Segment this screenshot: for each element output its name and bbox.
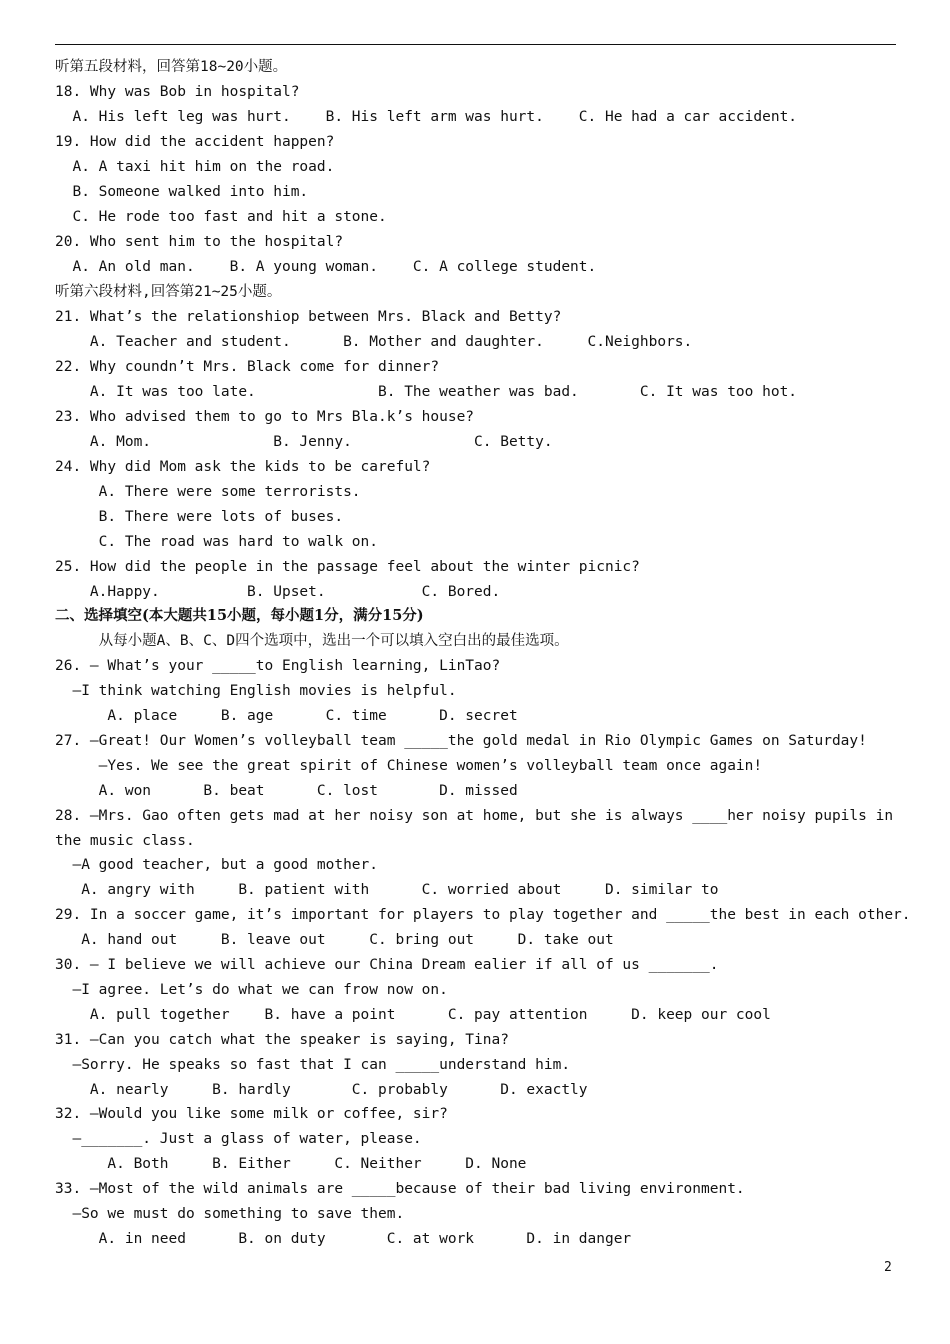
question-24: 24. Why did Mom ask the kids to be careful? <box>55 459 431 475</box>
q24-option-b: B. There were lots of buses. <box>55 509 344 525</box>
question-28: 28. —Mrs. Gao often gets mad at her noisy son at home, but she is always ____her noisy pupils in <box>55 808 894 824</box>
q29-options: A. hand out B. leave out C. bring out D. take out <box>55 932 614 948</box>
section5-instruction: 听第五段材料，回答第18~20小题。 <box>55 59 288 75</box>
question-20: 20. Who sent him to the hospital? <box>55 234 344 250</box>
q21-options: A. Teacher and student. B. Mother and daughter. C.Neighbors. <box>55 334 693 350</box>
q28-options: A. angry with B. patient with C. worried about D. similar to <box>55 882 719 898</box>
section-two-heading: 二、选择填空(本大题共15小题，每小题1分，满分15分) <box>55 607 424 624</box>
q18-options: A. His left leg was hurt. B. His left arm was hurt. C. He had a car accident. <box>55 109 798 125</box>
q27-reply: —Yes. We see the great spirit of Chinese women’s volleyball team once again! <box>55 758 763 774</box>
question-26: 26. — What’s your _____to English learning, LinTao? <box>55 658 501 674</box>
q31-reply: —Sorry. He speaks so fast that I can _____understand him. <box>55 1057 571 1073</box>
question-31: 31. —Can you catch what the speaker is saying, Tina? <box>55 1032 509 1048</box>
q32-options: A. Both B. Either C. Neither D. None <box>55 1156 527 1172</box>
q25-options: A.Happy. B. Upset. C. Bored. <box>55 584 501 600</box>
q32-reply: —_______. Just a glass of water, please. <box>55 1131 422 1147</box>
question-18: 18. Why was Bob in hospital? <box>55 84 300 100</box>
q20-options: A. An old man. B. A young woman. C. A college student. <box>55 259 597 275</box>
q27-options: A. won B. beat C. lost D. missed <box>55 783 518 799</box>
question-32: 32. —Would you like some milk or coffee, sir? <box>55 1106 448 1122</box>
q19-option-c: C. He rode too fast and hit a stone. <box>55 209 387 225</box>
q19-option-a: A. A taxi hit him on the road. <box>55 159 335 175</box>
q22-options: A. It was too late. B. The weather was bad. C. It was too hot. <box>55 384 798 400</box>
question-19: 19. How did the accident happen? <box>55 134 335 150</box>
section6-instruction: 听第六段材料,回答第21~25小题。 <box>55 284 282 300</box>
q24-option-a: A. There were some terrorists. <box>55 484 361 500</box>
top-rule <box>55 44 896 45</box>
question-29: 29. In a soccer game, it’s important for players to play together and _____the best in each other. <box>55 907 911 923</box>
q31-options: A. nearly B. hardly C. probably D. exactly <box>55 1082 588 1098</box>
q19-option-b: B. Someone walked into him. <box>55 184 309 200</box>
question-25: 25. How did the people in the passage feel about the winter picnic? <box>55 559 640 575</box>
q26-options: A. place B. age C. time D. secret <box>55 708 518 724</box>
question-27: 27. —Great! Our Women’s volleyball team _____the gold medal in Rio Olympic Games on Saturday! <box>55 733 867 749</box>
q28-reply: —A good teacher, but a good mother. <box>55 857 379 873</box>
page-number: 2 <box>884 1260 892 1275</box>
q23-options: A. Mom. B. Jenny. C. Betty. <box>55 434 553 450</box>
q30-options: A. pull together B. have a point C. pay attention D. keep our cool <box>55 1007 771 1023</box>
q30-reply: —I agree. Let’s do what we can frow now on. <box>55 982 448 998</box>
section-two-instruction: 从每小题A、B、C、D四个选项中，选出一个可以填入空白出的最佳选项。 <box>55 633 569 649</box>
question-23: 23. Who advised them to go to Mrs Bla.k’s house? <box>55 409 475 425</box>
question-22: 22. Why coundn’t Mrs. Black come for dinner? <box>55 359 440 375</box>
q33-options: A. in need B. on duty C. at work D. in danger <box>55 1231 632 1247</box>
question-30: 30. — I believe we will achieve our China Dream ealier if all of us _______. <box>55 957 719 973</box>
question-33: 33. —Most of the wild animals are _____because of their bad living environment. <box>55 1181 745 1197</box>
question-21: 21. What’s the relationshiop between Mrs. Black and Betty? <box>55 309 562 325</box>
q28-continuation: the music class. <box>55 833 195 849</box>
q33-reply: —So we must do something to save them. <box>55 1206 405 1222</box>
q26-reply: —I think watching English movies is helpful. <box>55 683 457 699</box>
q24-option-c: C. The road was hard to walk on. <box>55 534 379 550</box>
